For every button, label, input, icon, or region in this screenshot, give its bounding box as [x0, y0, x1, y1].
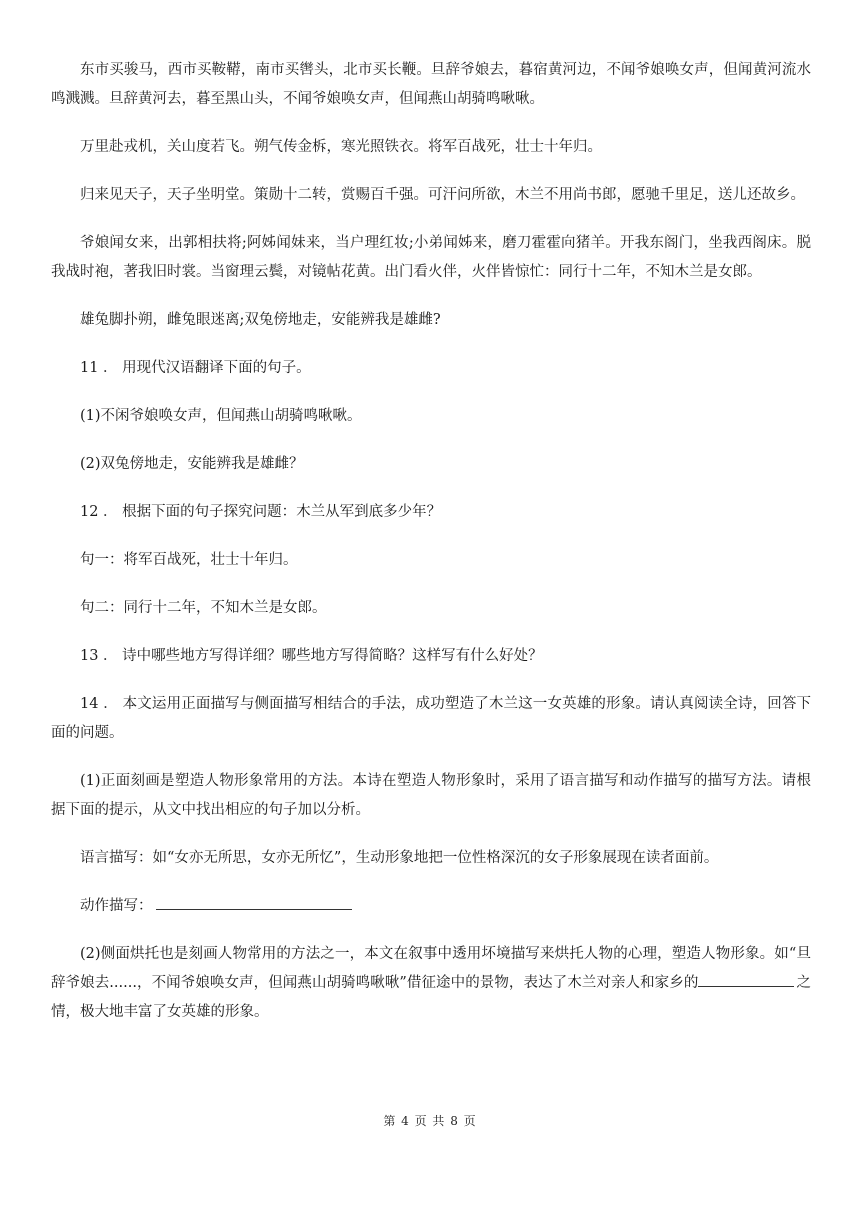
action-description-answer-blank[interactable]: [156, 895, 352, 910]
action-description-label: 动作描写：: [80, 898, 153, 914]
question-14: 14 ． 本文运用正面描写与侧面描写相结合的手法，成功塑造了木兰这一女英雄的形象。请认真阅读全诗，回答下面的问题。: [51, 696, 811, 741]
question-11-part-1: (1)不闲爷娘唤女声，但闻燕山胡骑鸣啾啾。: [80, 408, 362, 424]
page-content: [51, 56, 811, 1027]
page-number-footer: 第 4 页 共 8 页: [383, 1114, 477, 1128]
question-11-part-2: (2)双兔傍地走，安能辨我是雄雌？: [80, 456, 304, 472]
question-12-sentence-1: 句一：将军百战死，壮士十年归。: [80, 552, 298, 568]
poem-paragraph-5: 雄兔脚扑朔，雌兔眼迷离;双兔傍地走，安能辨我是雄雌?: [80, 312, 441, 328]
question-14-part-1: (1)正面刻画是塑造人物形象常用的方法。本诗在塑造人物形象时，采用了语言描写和动作描写的描写方法。请根据下面的提示，从文中找出相应的句子加以分析。: [51, 773, 811, 818]
question-12: 12 ． 根据下面的句子探究问题：木兰从军到底多少年？: [80, 504, 442, 520]
question-12-sentence-2: 句二：同行十二年，不知木兰是女郎。: [80, 600, 327, 616]
question-14-action-description: [51, 892, 811, 921]
poem-paragraph-3: 归来见天子，天子坐明堂。策勋十二转，赏赐百千强。可汗问所欲，木兰不用尚书郎，愿驰千里足，送儿还故乡。: [80, 187, 805, 203]
question-14-language-description: 语言描写：如“女亦无所思，女亦无所忆”，生动形象地把一位性格深沉的女子形象展现在读者面前。: [80, 850, 719, 866]
question-14-part-2: [51, 940, 811, 1027]
question-13: 13 ． 诗中哪些地方写得详细？哪些地方写得简略？这样写有什么好处？: [80, 648, 543, 664]
question-11: 11 ． 用现代汉语翻译下面的句子。: [80, 360, 311, 376]
poem-paragraph-1: 东市买骏马，西市买鞍鞯，南市买辔头，北市买长鞭。旦辞爷娘去，暮宿黄河边，不闻爷娘唤女声，但闻黄河流水鸣溅溅。旦辞黄河去，暮至黑山头，不闻爷娘唤女声，但闻燕山胡骑鸣啾啾。: [51, 62, 811, 107]
question-14-part-2-text: (2)侧面烘托也是刻画人物常用的方法之一，本文在叙事中透用坏境描写来烘托人物的心理，塑造人物形象。如“旦辞爷娘去......，不闻爷娘唤女声，但闻燕山胡骑鸣啾啾”借征途中的景物，表达了木兰对亲人和家乡的: [51, 946, 811, 991]
emotion-answer-blank[interactable]: [698, 972, 794, 987]
question-14-part-2-tail: 之情，极大地丰富了女英雄的形象。: [51, 975, 811, 1020]
poem-paragraph-2: 万里赴戎机，关山度若飞。朔气传金柝，寒光照铁衣。将军百战死，壮士十年归。: [80, 139, 602, 155]
poem-paragraph-4: 爷娘闻女来，出郭相扶将;阿姊闻妹来，当户理红妆;小弟闻姊来，磨刀霍霍向猪羊。开我东阁门，坐我西阁床。脱我战时袍，著我旧时裳。当窗理云鬓，对镜帖花黄。出门看火伴，火伴皆惊忙：同行十二年，不知木兰是女郎。: [51, 235, 811, 280]
